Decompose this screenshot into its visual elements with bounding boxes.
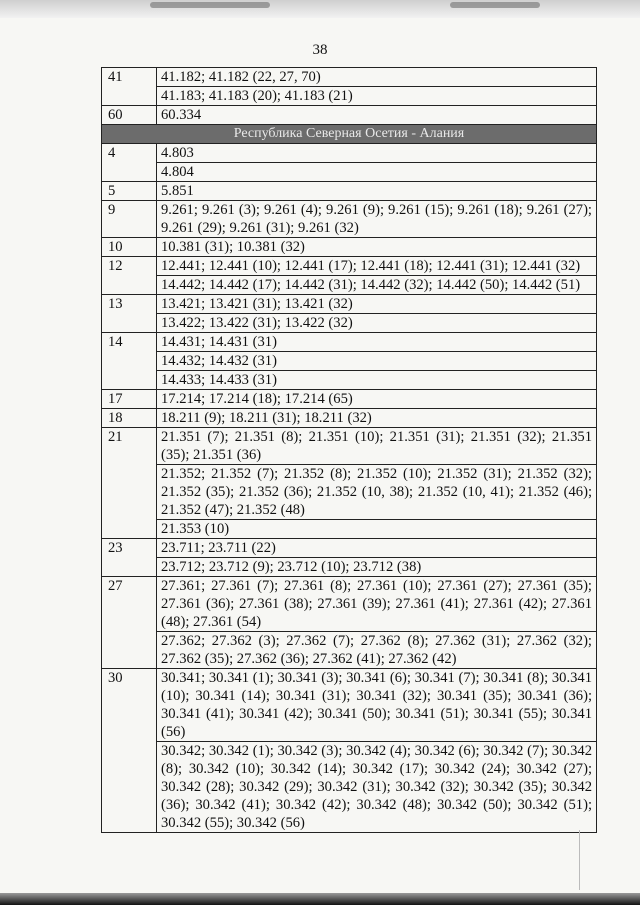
entry-codes-cell: 27.362; 27.362 (3); 27.362 (7); 27.362 (8); 27.362 (31); 27.362 (32); 27.362 (35); 27.362 (36); 27.362 (41); 27.362 (42) [157, 632, 597, 669]
table-row [102, 182, 597, 201]
page-number: 38 [312, 42, 328, 58]
table-row [102, 68, 597, 87]
scan-bottom-edge [0, 893, 640, 905]
table-row [102, 390, 597, 409]
table-row [102, 632, 597, 669]
table-row [102, 106, 597, 125]
entry-codes-cell: 5.851 [157, 182, 597, 201]
table-row [102, 276, 597, 295]
entry-codes-cell: 30.341; 30.341 (1); 30.341 (3); 30.341 (6); 30.341 (7); 30.341 (8); 30.341 (10); 30.341 (14); 30.341 (31); 30.341 (32); 30.341 (35); 30.341 (36); 30.341 (41); 30.341 (42); 30.341 (50); 30.341 (51); 30.341 (55); 30.341 (56) [157, 669, 597, 742]
section-code-cell: 27 [102, 577, 157, 669]
entry-codes-cell: 18.211 (9); 18.211 (31); 18.211 (32) [157, 409, 597, 428]
section-code-cell: 13 [102, 295, 157, 333]
entry-codes-cell: 17.214; 17.214 (18); 17.214 (65) [157, 390, 597, 409]
entry-codes-cell: 4.803 [157, 144, 597, 163]
table-row [102, 742, 597, 833]
section-code-cell: 5 [102, 182, 157, 201]
section-code-cell: 12 [102, 257, 157, 295]
region-title: Республика Северная Осетия - Алания [102, 125, 597, 144]
table-row [102, 201, 597, 238]
table-row [102, 163, 597, 182]
table-row [102, 465, 597, 520]
entry-codes-cell: 41.182; 41.182 (22, 27, 70) [157, 68, 597, 87]
entry-codes-cell: 14.442; 14.442 (17); 14.442 (31); 14.442 (32); 14.442 (50); 14.442 (51) [157, 276, 597, 295]
section-code-cell: 14 [102, 333, 157, 390]
section-code-cell: 9 [102, 201, 157, 238]
entry-codes-cell: 12.441; 12.441 (10); 12.441 (17); 12.441 (18); 12.441 (31); 12.441 (32) [157, 257, 597, 276]
entry-codes-cell: 60.334 [157, 106, 597, 125]
entry-codes-cell: 27.361; 27.361 (7); 27.361 (8); 27.361 (10); 27.361 (27); 27.361 (35); 27.361 (36); 27.361 (38); 27.361 (39); 27.361 (41); 27.361 (42); 27.361 (48); 27.361 (54) [157, 577, 597, 632]
entry-codes-cell: 4.804 [157, 163, 597, 182]
entry-codes-cell: 21.351 (7); 21.351 (8); 21.351 (10); 21.351 (31); 21.351 (32); 21.351 (35); 21.351 (36) [157, 428, 597, 465]
region-section [102, 125, 597, 144]
table-row [102, 371, 597, 390]
section-code-cell: 17 [102, 390, 157, 409]
entry-codes-cell: 13.422; 13.422 (31); 13.422 (32) [157, 314, 597, 333]
table-row [102, 428, 597, 465]
section-code-cell: 60 [102, 106, 157, 125]
entry-codes-cell: 23.711; 23.711 (22) [157, 539, 597, 558]
entry-codes-cell: 9.261; 9.261 (3); 9.261 (4); 9.261 (9); 9.261 (15); 9.261 (18); 9.261 (27); 9.261 (29); 9.261 (31); 9.261 (32) [157, 201, 597, 238]
section-code-cell: 30 [102, 669, 157, 833]
section-code-cell: 23 [102, 539, 157, 577]
section-code-cell: 18 [102, 409, 157, 428]
entry-codes-cell: 10.381 (31); 10.381 (32) [157, 238, 597, 257]
table-row [102, 409, 597, 428]
table-section-before [102, 68, 597, 125]
entry-codes-cell: 14.431; 14.431 (31) [157, 333, 597, 352]
table-row [102, 520, 597, 539]
table-row [102, 144, 597, 163]
entry-codes-cell: 14.433; 14.433 (31) [157, 371, 597, 390]
table-row [102, 352, 597, 371]
section-code-cell: 41 [102, 68, 157, 106]
table-row [102, 87, 597, 106]
scan-artifact [579, 830, 580, 890]
table-row [102, 295, 597, 314]
section-code-cell: 4 [102, 144, 157, 182]
scan-artifact [150, 2, 270, 8]
table-row [102, 669, 597, 742]
section-code-cell: 21 [102, 428, 157, 539]
section-code-cell: 10 [102, 238, 157, 257]
scan-artifact [450, 2, 540, 8]
entry-codes-cell: 41.183; 41.183 (20); 41.183 (21) [157, 87, 597, 106]
codes-table [101, 67, 597, 833]
table-row [102, 238, 597, 257]
scan-top-edge [0, 0, 640, 18]
entry-codes-cell: 21.352; 21.352 (7); 21.352 (8); 21.352 (10); 21.352 (31); 21.352 (32); 21.352 (35); 21.352 (36); 21.352 (10, 38); 21.352 (10, 41); 21.352 (46); 21.352 (47); 21.352 (48) [157, 465, 597, 520]
entry-codes-cell: 30.342; 30.342 (1); 30.342 (3); 30.342 (4); 30.342 (6); 30.342 (7); 30.342 (8); 30.342 (10); 30.342 (14); 30.342 (17); 30.342 (24); 30.342 (27); 30.342 (28); 30.342 (29); 30.342 (31); 30.342 (32); 30.342 (35); 30.342 (36); 30.342 (41); 30.342 (42); 30.342 (48); 30.342 (50); 30.342 (51); 30.342 (55); 30.342 (56) [157, 742, 597, 833]
table-row [102, 257, 597, 276]
entry-codes-cell: 13.421; 13.421 (31); 13.421 (32) [157, 295, 597, 314]
entry-codes-cell: 21.353 (10) [157, 520, 597, 539]
entry-codes-cell: 14.432; 14.432 (31) [157, 352, 597, 371]
table-row [102, 333, 597, 352]
entry-codes-cell: 23.712; 23.712 (9); 23.712 (10); 23.712 (38) [157, 558, 597, 577]
table-row [102, 577, 597, 632]
table-section-after [102, 144, 597, 833]
region-header-row [102, 125, 597, 144]
table-row [102, 539, 597, 558]
table-row [102, 314, 597, 333]
table-row [102, 558, 597, 577]
